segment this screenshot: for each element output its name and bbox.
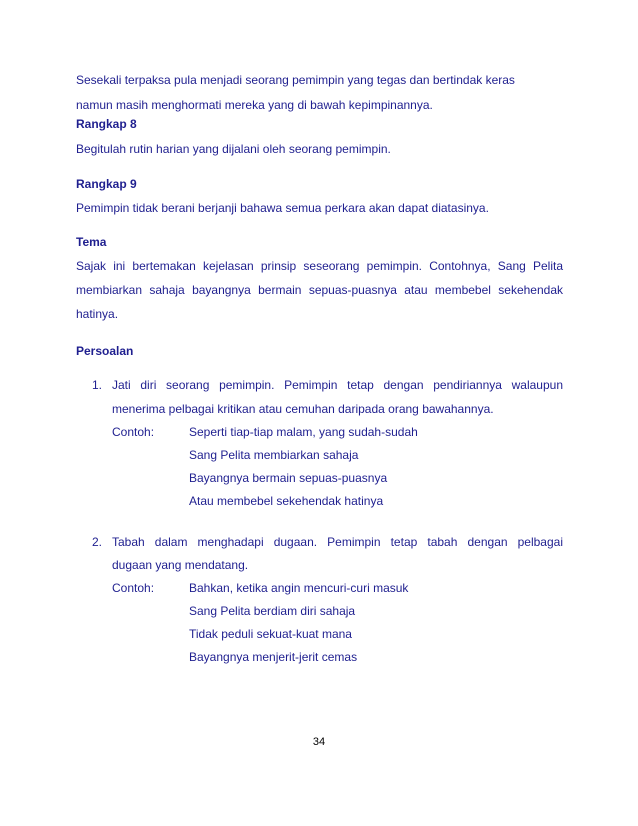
- persoalan-2-contoh-label: Contoh:: [112, 581, 155, 595]
- rangkap-9-heading: Rangkap 9: [76, 177, 137, 191]
- persoalan-2-example: Tidak peduli sekuat-kuat mana: [189, 627, 352, 641]
- persoalan-1-example: Atau membebel sekehendak hatinya: [189, 494, 384, 508]
- persoalan-1-contoh-label: Contoh:: [112, 425, 155, 439]
- intro-line-1: Sesekali terpaksa pula menjadi seorang pemimpin yang tegas dan bertindak keras: [76, 73, 515, 87]
- tema-heading: Tema: [76, 235, 107, 249]
- tema-line-1: Sajak ini bertemakan kejelasan prinsip seseorang pemimpin. Contohnya, Sang Pelita: [76, 259, 563, 273]
- persoalan-2-line-2: dugaan yang mendatang.: [112, 558, 249, 572]
- persoalan-1-example: Seperti tiap-tiap malam, yang sudah-sudah: [189, 425, 418, 439]
- tema-line-2: membiarkan sahaja bayangnya bermain sepuas-puasnya atau membebel sekehendak: [76, 283, 563, 297]
- persoalan-1-example: Bayangnya bermain sepuas-puasnya: [189, 471, 388, 485]
- persoalan-1-number: 1.: [92, 378, 103, 392]
- intro-line-2: namun masih menghormati mereka yang di bawah kepimpinannya.: [76, 98, 433, 112]
- rangkap-9-text: Pemimpin tidak berani berjanji bahawa semua perkara akan dapat diatasinya.: [76, 201, 489, 215]
- persoalan-1-line-1: Jati diri seorang pemimpin. Pemimpin tetap dengan pendiriannya walaupun: [112, 378, 563, 392]
- persoalan-heading: Persoalan: [76, 344, 134, 358]
- persoalan-1-line-2: menerima pelbagai kritikan atau cemuhan daripada orang bawahannya.: [112, 402, 494, 416]
- tema-line-3: hatinya.: [76, 307, 119, 321]
- rangkap-8-heading: Rangkap 8: [76, 117, 137, 131]
- persoalan-2-example: Bayangnya menjerit-jerit cemas: [189, 650, 358, 664]
- persoalan-2-line-1: Tabah dalam menghadapi dugaan. Pemimpin tetap tabah dengan pelbagai: [112, 535, 563, 549]
- persoalan-1-example: Sang Pelita membiarkan sahaja: [189, 448, 359, 462]
- persoalan-2-number: 2.: [92, 535, 103, 549]
- page-number: 34: [312, 736, 326, 748]
- persoalan-2-example: Bahkan, ketika angin mencuri-curi masuk: [189, 581, 409, 595]
- rangkap-8-text: Begitulah rutin harian yang dijalani oleh seorang pemimpin.: [76, 142, 391, 156]
- persoalan-2-example: Sang Pelita berdiam diri sahaja: [189, 604, 356, 618]
